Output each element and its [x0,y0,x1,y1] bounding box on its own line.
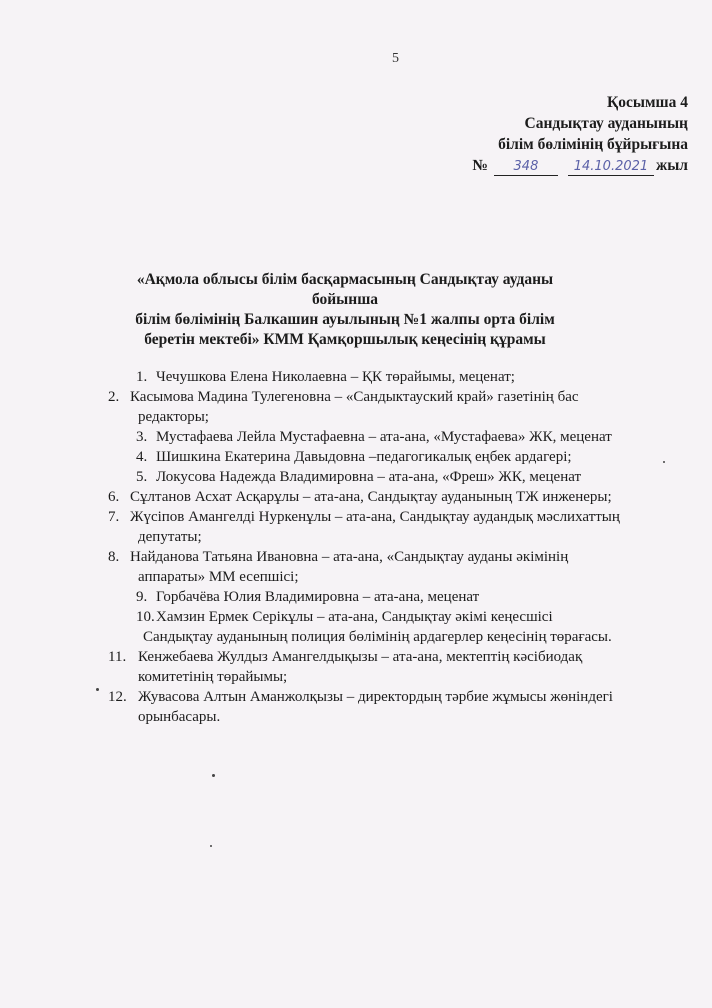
item-number: 7. [108,509,120,525]
annex-title: Қосымша 4 [607,94,688,111]
item-text: Жүсіпов Амангелді Нуркенұлы – ата-ана, Сандықтау аудандық мәслихаттың [130,509,620,525]
item-text: Чечушкова Елена Николаевна – ҚК төрайымы, меценат; [156,369,515,385]
scan-speck [212,774,215,777]
item-number: 11. [108,649,127,665]
list-item [100,487,690,507]
list-item [100,587,690,607]
item-number: 4. [136,449,148,465]
list-item [100,427,690,447]
item-number: 2. [108,389,120,405]
item-number: 9. [136,589,148,605]
annex-district: Сандықтау ауданының [524,115,688,132]
item-continuation: Сандықтау ауданының полиция бөлімінің ардагерлер кеңесінің төрағасы. [143,629,612,645]
item-text: Найданова Татьяна Ивановна – ата-ана, «Сандықтау ауданы әкімінің [130,549,569,565]
list-item [100,547,690,587]
list-item [100,447,690,467]
item-number: 12. [108,689,127,705]
list-item [100,387,690,427]
list-item [100,467,690,487]
title-line-3: беретін мектебі» КММ Қамқоршылық кеңесінің құрамы [144,331,546,348]
members-list [100,367,690,727]
list-item [100,687,690,727]
item-continuation: орынбасары. [138,709,221,725]
page-number: 5 [392,51,399,66]
annex-header [472,92,688,176]
scan-speck [663,461,665,463]
item-text: Локусова Надежда Владимировна – ата-ана, «Фреш» ЖК, меценат [156,469,582,485]
item-continuation: редакторы; [138,409,209,425]
item-continuation: комитетінің төрайымы; [138,669,288,685]
item-text: Шишкина Екатерина Давыдовна –педагогикалық еңбек ардагері; [156,449,572,465]
title-line-1: «Ақмола облысы білім басқармасының Сандықтау ауданы бойынша [136,271,554,308]
list-item [100,367,690,387]
item-text: Сұлтанов Асхат Асқарұлы – ата-ана, Сандықтау ауданының ТЖ инженеры; [130,489,612,505]
item-text: Горбачёва Юлия Владимировна – ата-ана, меценат [156,589,480,605]
item-text: Мустафаева Лейла Мустафаевна – ата-ана, «Мустафаева» ЖК, меценат [156,429,612,445]
item-number: 5. [136,469,148,485]
annex-department: білім бөлімінің бұйрығына [498,136,688,153]
document-title [110,270,580,350]
item-text: Жувасова Алтын Аманжолқызы – директордың тәрбие жұмысы жөніндегі [138,689,613,705]
item-continuation: аппараты» ММ есепшісі; [138,569,299,585]
order-date: 14.10.2021 [568,159,654,176]
order-line [472,155,688,176]
order-number: 348 [494,159,558,176]
item-continuation: депутаты; [138,529,202,545]
item-text: Касымова Мадина Тулегеновна – «Сандыктауский край» газетінің бас [130,389,579,405]
item-number: 8. [108,549,120,565]
list-item [100,507,690,547]
list-item [100,607,690,647]
item-text: Хамзин Ермек Серікұлы – ата-ана, Сандықтау әкімі кеңесшісі [156,609,553,625]
item-text: Кенжебаева Жулдыз Амангелдықызы – ата-ана, мектептің кәсібиодақ [138,649,583,665]
order-number-prefix: № [472,157,488,174]
order-year-suffix: жыл [655,157,688,174]
scan-speck [96,688,99,691]
item-number: 3. [136,429,148,445]
list-item [100,647,690,687]
item-number: 10. [136,609,155,625]
item-number: 1. [136,369,148,385]
scan-speck [210,845,212,847]
item-number: 6. [108,489,120,505]
title-line-2: білім бөлімінің Балкашин ауылының №1 жалпы орта білім [135,311,555,328]
